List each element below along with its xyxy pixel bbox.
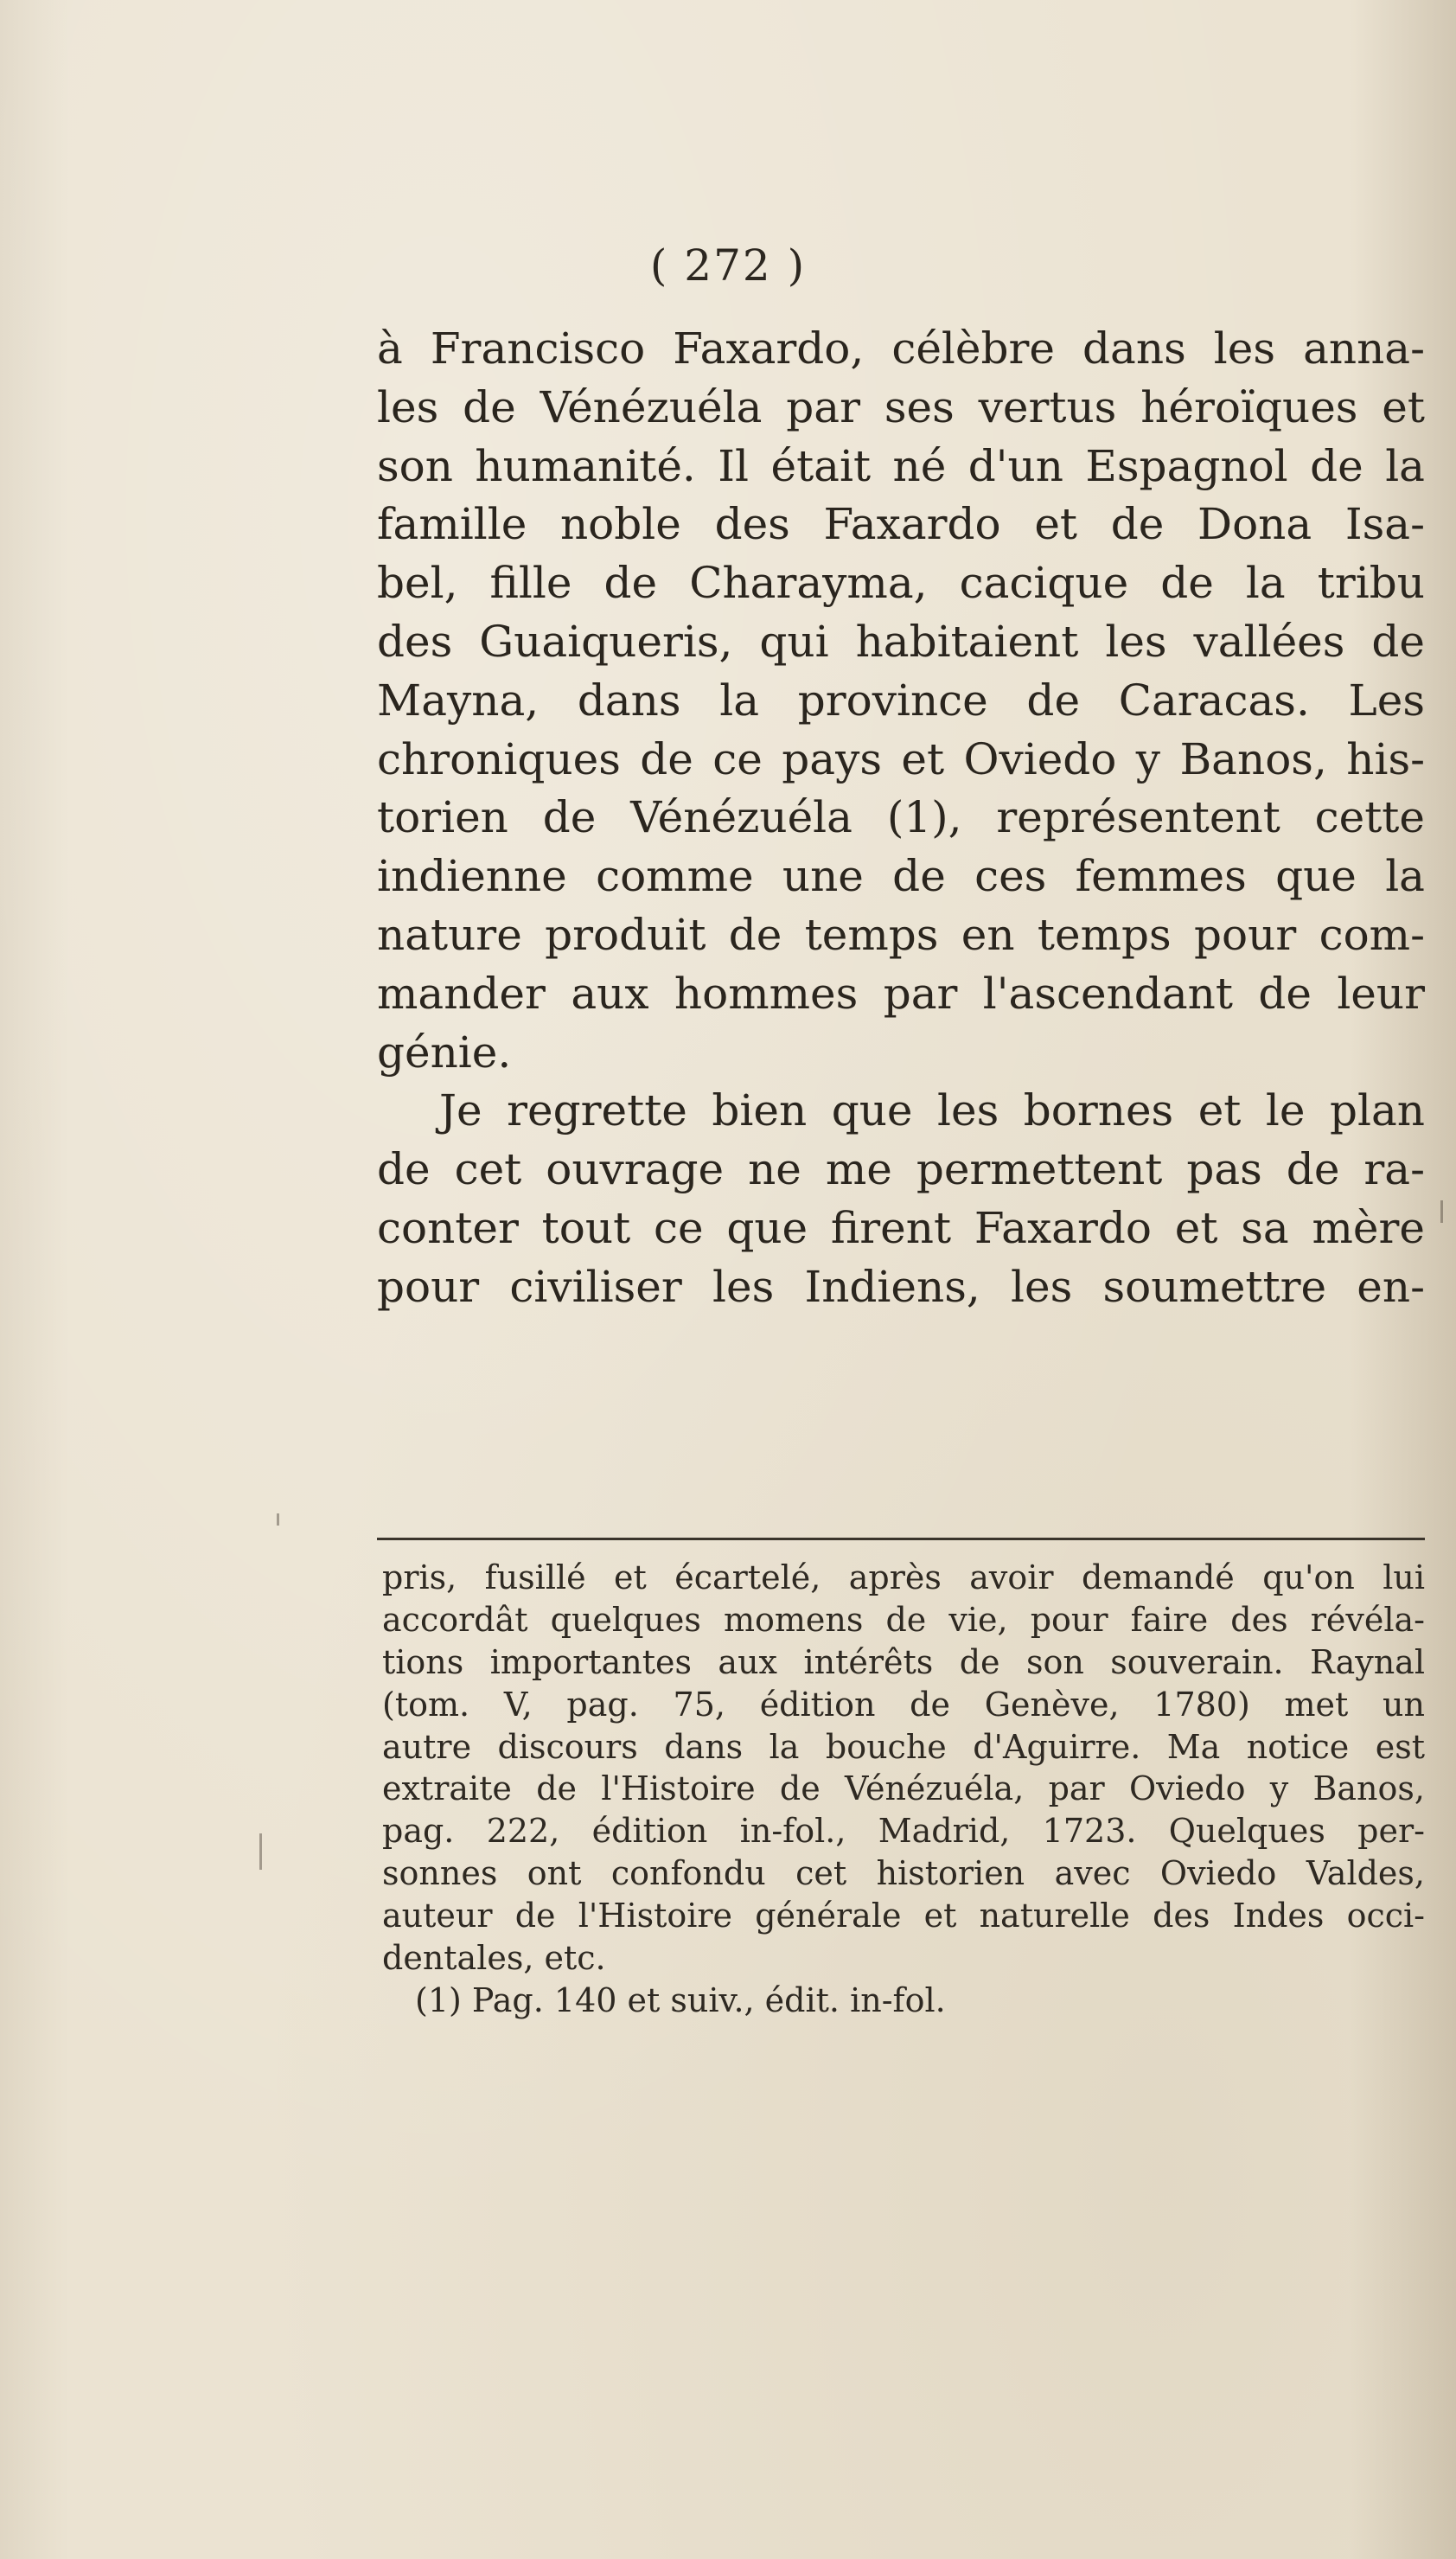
paragraph-start-line: Je regrette bien que les bornes et le plan [439, 1085, 1425, 1136]
footnotes [382, 1557, 1425, 2022]
text-line: à Francisco Faxardo, célèbre dans les anna- [377, 323, 1425, 374]
text-line: des Guaiqueris, qui habitaient les vallées de [377, 616, 1425, 667]
text-line: mander aux hommes par l'ascendant de leur [377, 968, 1425, 1019]
text-line: de cet ouvrage ne me permettent pas de ra- [377, 1144, 1425, 1195]
paper-speck [259, 1833, 262, 1870]
paper-speck [277, 1513, 279, 1526]
footnote-line: auteur de l'Histoire générale et naturelle des Indes occi- [382, 1897, 1425, 1935]
footnote-reference-line: (1) Pag. 140 et suiv., édit. in-fol. [415, 1980, 946, 2019]
paper-speck [1440, 1200, 1443, 1223]
footnote-line: autre discours dans la bouche d'Aguirre. Ma notice est [382, 1727, 1425, 1766]
text-line: torien de Vénézuéla (1), représentent cette [377, 792, 1425, 843]
text-line: bel, fille de Charayma, cacique de la tribu [377, 558, 1425, 609]
text-line: son humanité. Il était né d'un Espagnol de la [377, 440, 1425, 491]
text-line: nature produit de temps en temps pour com- [377, 909, 1425, 960]
text-line: pour civiliser les Indiens, les soumettre en- [377, 1261, 1425, 1312]
text-line: famille noble des Faxardo et de Dona Isa- [377, 499, 1425, 550]
footnote-line: (tom. V, pag. 75, édition de Genève, 1780) met un [382, 1685, 1425, 1724]
footnote-divider [377, 1538, 1425, 1540]
footnote-line: tions importantes aux intérêts de son souverain. Raynal [382, 1642, 1425, 1681]
text-line: Mayna, dans la province de Caracas. Les [377, 675, 1425, 726]
page-number: ( 272 ) [649, 240, 807, 291]
footnote-line: sonnes ont confondu cet historien avec Oviedo Valdes, [382, 1854, 1425, 1893]
text-line: indienne comme une de ces femmes que la [377, 851, 1425, 902]
footnote-line: pag. 222, édition in-fol., Madrid, 1723. Quelques per- [382, 1812, 1425, 1851]
footnote-line: dentales, etc. [382, 1939, 606, 1978]
text-line: chroniques de ce pays et Oviedo y Banos, his- [377, 733, 1425, 784]
footnote-line: accordât quelques momens de vie, pour faire des révéla- [382, 1600, 1425, 1639]
text-line: génie. [377, 1027, 512, 1078]
text-line: les de Vénézuéla par ses vertus héroïques et [377, 381, 1425, 432]
main-text [377, 320, 1425, 1317]
footnote-line: extraite de l'Histoire de Vénézuéla, par Oviedo y Banos, [382, 1769, 1425, 1808]
text-line: conter tout ce que firent Faxardo et sa mère [377, 1202, 1425, 1253]
footnote-line: pris, fusillé et écartelé, après avoir demandé qu'on lui [382, 1558, 1425, 1596]
